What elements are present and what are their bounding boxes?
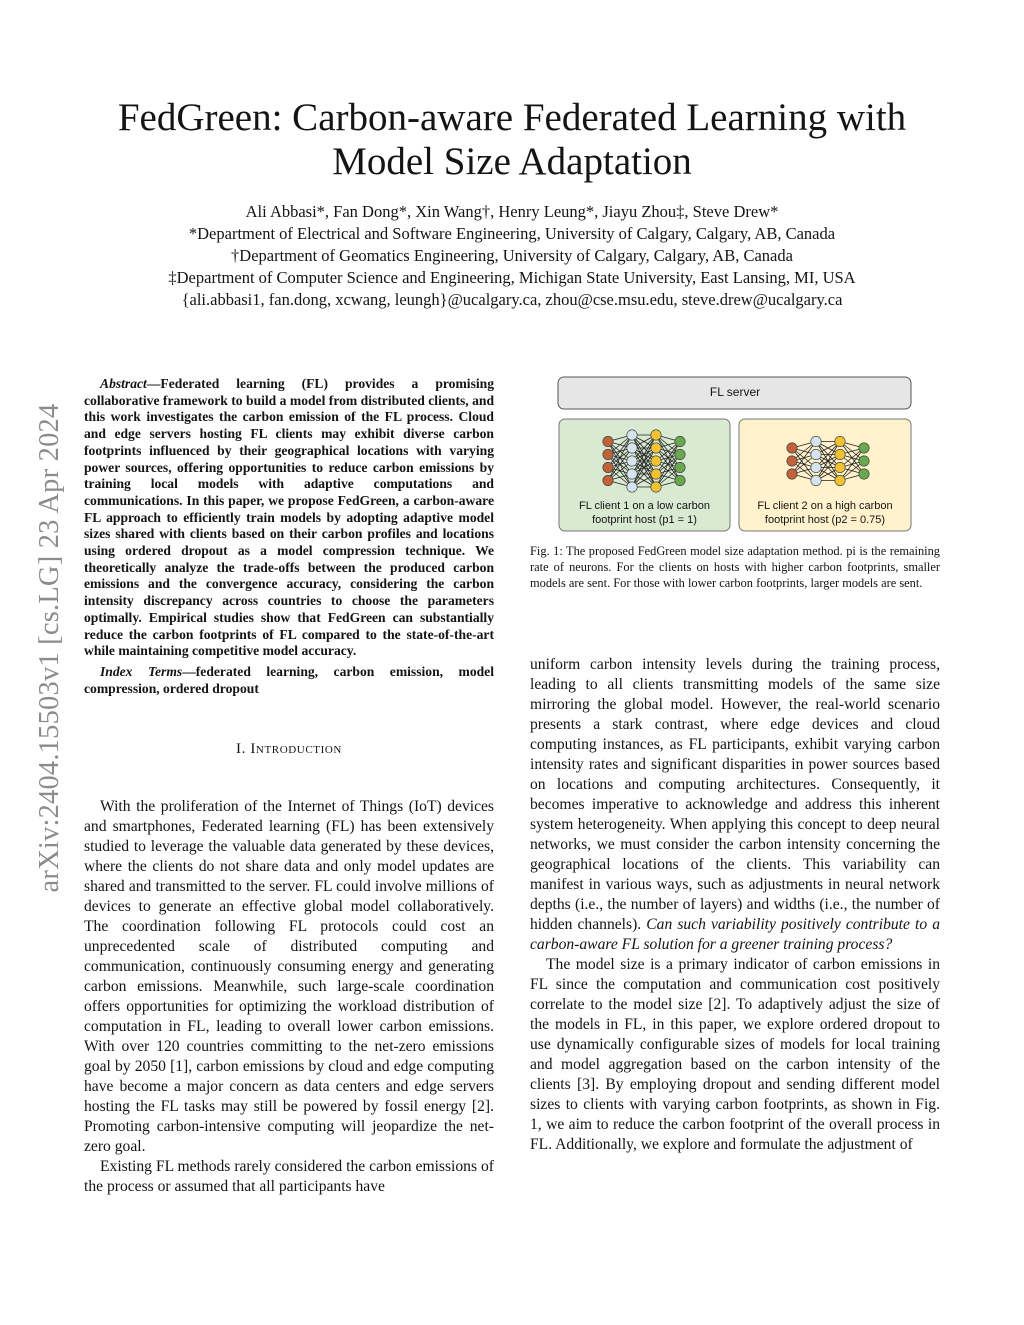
client2-network-node [811,449,821,459]
client2-network-node [835,436,845,446]
client1-network-node [675,462,685,472]
client1-network-node [651,469,661,479]
arxiv-side-stamp: arXiv:2404.15503v1 [cs.LG] 23 Apr 2024 [34,403,65,893]
client1-network-node [651,443,661,453]
right-paragraph-1-text: uniform carbon intensity levels during the training process, leading to all clients transmitting models of the same size mirroring the global model. However, the real-world scenario presents a stark contrast, where edge devices and cloud computing instances, as FL participants, exhibit varying carbon intensity rates and significant disparities in power sources based on locations and computing architectures. Consequently, it becomes imperative to acknowledge and address this inherent system heterogeneity. When applying this concept to deep neural networks, we must consider the carbon intensity concerning the geographical locations of the clients. This variability can manifest in various ways, such as adjustments in neural network depths (i.e., the number of layers) and widths (i.e., the number of hidden channels). [530,656,940,933]
index-terms-text: —federated learning, carbon emission, model compression, ordered dropout [84,663,494,696]
client1-network-node [675,449,685,459]
index-terms-label: Index Terms [100,663,183,679]
client1-network-node [651,456,661,466]
client2-network-node [811,436,821,446]
client2-network-node [787,443,797,453]
client1-network-node [675,436,685,446]
client1-network-node [651,482,661,492]
section-title: Introduction [250,741,342,757]
client1-label [559,499,730,527]
client1-network-node [627,430,637,440]
client2-network-node [787,469,797,479]
client1-network-node [627,469,637,479]
client1-network-node [627,443,637,453]
right-column-body [530,655,940,1155]
client2-label-line2: footprint host (p2 = 0.75) [764,514,886,526]
abstract-text: —Federated learning (FL) provides a promising collaborative framework to build a model from distributed clients, and this work investigates the carbon emission of the FL process. Cloud and edge servers hosting FL clients may exhibit diverse carbon footprints influenced by their geographical locations with varying power sources, offering opportunities to reduce carbon emissions by training local models with adaptive computations and communications. In this paper, we propose FedGreen, a carbon-aware FL approach to efficiently train models by adopting adaptive model sizes shared with clients based on their carbon profiles and locations using ordered dropout as a model compression technique. We theoretically analyze the trade-offs between the produced carbon emissions and the convergence accuracy, considering the carbon intensity discrepancy across countries to choose the parameters optimally. Empirical studies show that FedGreen can substantially reduce the carbon footprints of FL compared to the state-of-the-art while maintaining competitive model accuracy. [84,376,494,659]
client1-label-line2: footprint host (p1 = 1) [592,514,697,526]
index-terms [84,664,494,697]
affiliation-1: *Department of Electrical and Software Engineering, University of Calgary, Calgary, AB, Canada [188,224,836,243]
left-column-body [84,797,494,1197]
client1-network-node [603,449,613,459]
client1-network-node [603,436,613,446]
client2-network-node [811,462,821,472]
client1-network-node [603,475,613,485]
section-number: I. [236,741,246,757]
author-list: Ali Abbasi*, Fan Dong*, Xin Wang†, Henry Leung*, Jiayu Zhou‡, Steve Drew* [245,202,779,221]
affiliation-3: ‡Department of Computer Science and Engineering, Michigan State University, East Lansing, MI, USA [168,268,856,287]
intro-paragraph-1: With the proliferation of the Internet of Things (IoT) devices and smartphones, Federated learning (FL) has been extensively studied to leverage the valuable data generated by these devices, where the clients do not share data and only model updates are shared and transmitted to the server. FL could involve millions of devices to generate an effective global model collaboratively. The coordination following FL protocols could cost an unprecedented scale of distributed computing and communication, continuously consuming energy and generating carbon emissions. Meanwhile, such large-scale coordination offers opportunities for optimizing the workload distribution of computation in FL, leading to overall lower carbon emissions. With over 120 countries committing to the net-zero emissions goal by 2050 [1], carbon emissions by cloud and edge computing have become a major concern as data centers and edge servers hosting the FL tasks may still be powered by fossil energy [2]. Promoting carbon-intensive computing will jeopardize the net-zero goal. [84,798,494,1155]
intro-paragraph-2: Existing FL methods rarely considered the carbon emissions of the process or assumed that all participants have [84,1158,494,1195]
right-paragraph-2: The model size is a primary indicator of carbon emissions in FL since the computation and communication cost positively correlate to the model size [2]. To adaptively adjust the size of the models in FL, in this paper, we explore ordered dropout to use dynamically configurable sizes of models for local training and model aggregation based on the carbon intensity of the clients [3]. By employing dropout and sending different model sizes to clients with varying carbon footprints, as shown in Fig. 1, we aim to reduce the carbon footprint of the overall process in FL. Additionally, we explore and formulate the adjustment of [530,956,940,1153]
abstract-paragraph [84,376,494,660]
client2-network-node [835,475,845,485]
client2-network-node [859,443,869,453]
client2-network-node [835,449,845,459]
affiliation-2: †Department of Geomatics Engineering, University of Calgary, Calgary, AB, Canada [231,246,793,265]
figure-1-caption: Fig. 1: The proposed FedGreen model size adaptation method. pi is the remaining rate of neurons. For the clients on hosts with higher carbon footprints, smaller models are sent. For those with lower carbon footprints, larger models are sent. [530,544,940,590]
right-paragraph-1-question: Can such variability positively contribute to a carbon-aware FL solution for a greener training process? [530,916,940,953]
client1-network-node [651,430,661,440]
right-paragraph-1 [530,655,940,955]
fl-server-label: FL server [709,385,761,399]
client1-network-node [627,456,637,466]
abstract [84,376,494,697]
client2-network-node [811,475,821,485]
paper-title-line2: Model Size Adaptation [332,140,692,183]
client1-network-node [603,462,613,472]
client2-network-node [859,469,869,479]
abstract-label: Abstract [100,376,147,391]
author-emails: {ali.abbasi1, fan.dong, xcwang, leungh}@ucalgary.ca, zhou@cse.msu.edu, steve.drew@ucalgary.ca [181,290,843,309]
client2-label-line1: FL client 2 on a high carbon [757,500,893,512]
client1-network-node [675,475,685,485]
client2-network-node [787,456,797,466]
section-heading-introduction [84,741,494,758]
figure-1 [556,375,914,535]
client2-label [739,499,911,527]
client2-network-node [835,462,845,472]
client1-label-line1: FL client 1 on a low carbon [578,500,711,512]
client1-network-node [627,482,637,492]
paper-title-line1: FedGreen: Carbon-aware Federated Learning with [117,96,907,139]
client2-network-node [859,456,869,466]
